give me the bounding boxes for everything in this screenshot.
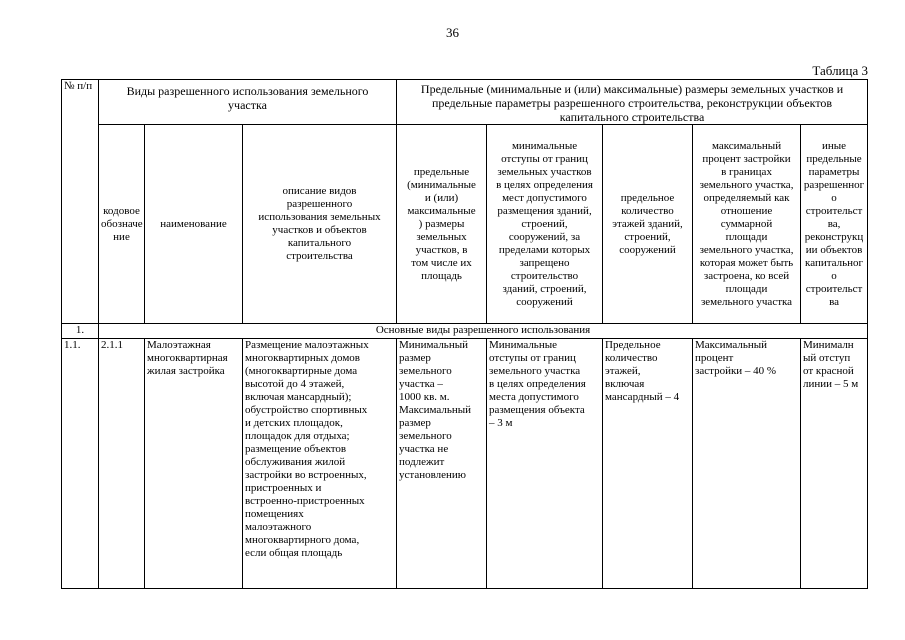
section-num: 1. [62, 324, 99, 339]
header-name: наименование [145, 125, 243, 324]
page-number: 36 [446, 25, 459, 40]
header-types-group: Виды разрешенного использования земельного участка [99, 80, 397, 125]
row-coverage: Максимальный процент застройки – 40 % [693, 339, 801, 589]
row-description: Размещение малоэтажных многоквартирных домов (многоквартирные дома высотой до 4 этажей, включая мансардный); обустройство спортивных и детских площадок, площадок для отдыха; размещение объектов обслуживания жилой застройки во встроенных, пристроенных и встроенно-пристроенных помещениях малоэтажного многоквартирного дома, если общая площадь [243, 339, 397, 589]
row-num: 1.1. [62, 339, 99, 589]
row-plot-size: Минимальный размер земельного участка – 1000 кв. м. Максимальный размер земельного участка не подлежит установлению [397, 339, 487, 589]
row-floors: Предельное количество этажей, включая мансардный – 4 [603, 339, 693, 589]
header-num: № п/п [62, 80, 99, 324]
section-title: Основные виды разрешенного использования [99, 324, 868, 339]
header-plot-size: предельные (минимальные и (или) максимальные ) размеры земельных участков, в том числе их площадь [397, 125, 487, 324]
header-other: иные предельные параметры разрешенног о строительст ва, реконструкц ии объектов капитальног о строительст ва [801, 125, 868, 324]
row-code: 2.1.1 [99, 339, 145, 589]
header-setbacks: минимальные отступы от границ земельных участков в целях определения мест допустимого размещения зданий, строений, сооружений, за пределами которых запрещено строительство зданий, строений, сооружений [487, 125, 603, 324]
header-floors: предельное количество этажей зданий, строений, сооружений [603, 125, 693, 324]
header-limits-group: Предельные (минимальные и (или) максимальные) размеры земельных участков и предельные параметры разрешенного строительства, реконструкции объектов капитального строительства [397, 80, 868, 125]
table-title: Таблица 3 [812, 63, 868, 78]
header-coverage: максимальный процент застройки в границах земельного участка, определяемый как отношение суммарной площади земельного участка, которая может быть застроена, ко всей площади земельного участка [693, 125, 801, 324]
zoning-table [61, 79, 868, 589]
row-other: Минималн ый отступ от красной линии – 5 м [801, 339, 868, 589]
row-name: Малоэтажная многоквартирная жилая застройка [145, 339, 243, 589]
row-setbacks: Минимальные отступы от границ земельного участка в целях определения места допустимого размещения объекта – 3 м [487, 339, 603, 589]
header-code: кодовое обозначе ние [99, 125, 145, 324]
header-description: описание видов разрешенного использования земельных участков и объектов капитального строительства [243, 125, 397, 324]
